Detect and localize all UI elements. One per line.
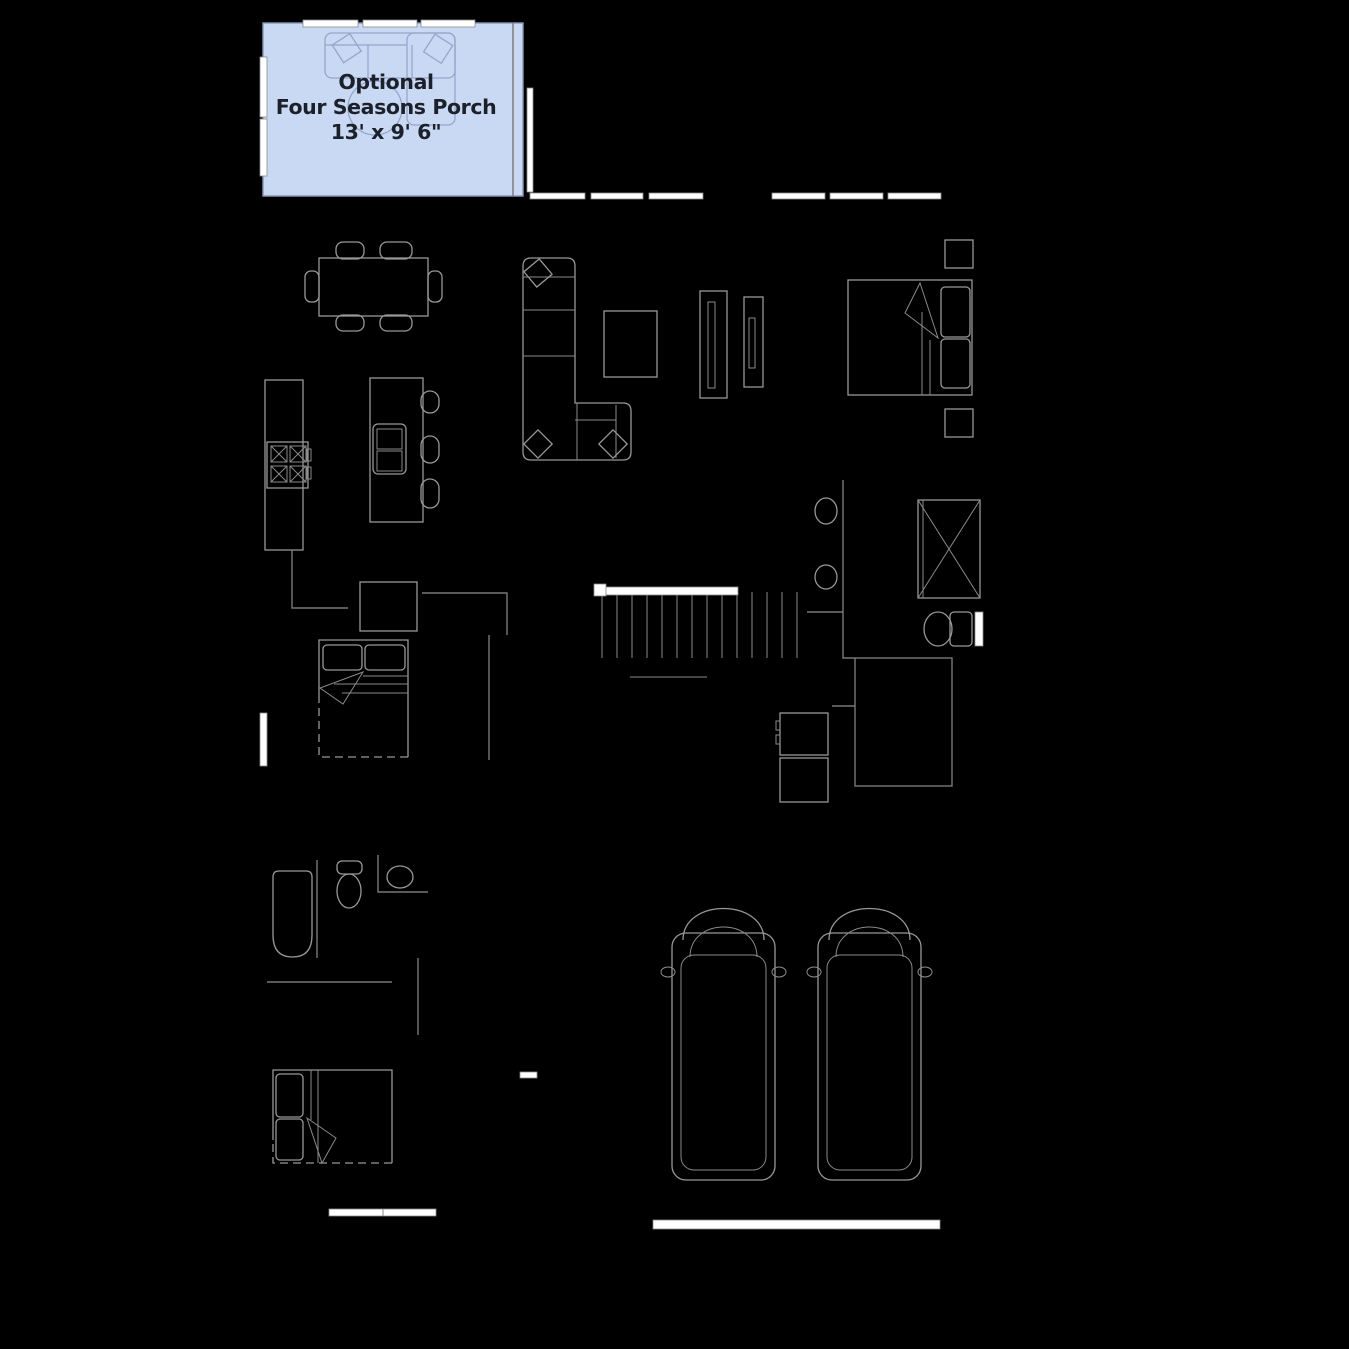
garage-door [653,1220,940,1229]
four-seasons-porch [260,20,533,196]
porch-label-line1: Optional [338,70,434,94]
porch-label-line3: 13' x 9' 6" [330,120,442,144]
stair-newel-post [594,584,606,596]
stair-railing [596,587,738,595]
bedroom2-window [260,713,267,766]
interior-door-marker [520,1072,537,1078]
porch-label-line2: Four Seasons Porch [275,95,497,119]
bedroom3-window [329,1209,436,1216]
